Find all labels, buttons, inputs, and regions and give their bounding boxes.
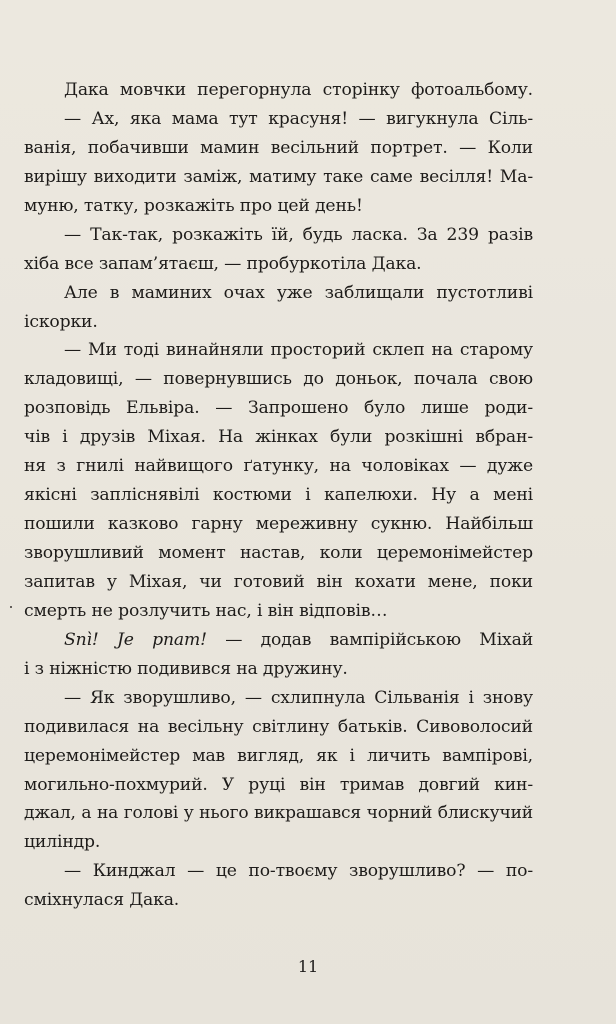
text-line: Дака мовчки перегорнула сторінку фотоальбому. (64, 80, 533, 100)
text-line-italic-dialogue (62, 626, 533, 655)
text-line: Але в маминих очах уже заблищали пустотливі (64, 282, 533, 303)
text-line: іскорки. (24, 311, 98, 332)
text-line: запитав у Міхая, чи готовий він кохати мене, поки (24, 571, 533, 592)
text-line: ванія, побачивши мамин весільний портрет. — Коли (24, 137, 533, 158)
text-line: чів і друзів Міхая. На жінках були розкішні вбран- (24, 427, 533, 448)
text-line: джал, а на голові у нього викрашався чорний блискучий (24, 803, 533, 824)
print-speck (10, 606, 12, 608)
text-line: циліндр. (24, 832, 101, 853)
text-line: — Ми тоді винайняли просторий склеп на старому (64, 340, 533, 361)
text-line: кладовищі, — повернувшись до доньок, почала свою (24, 369, 533, 390)
page-number: 11 (297, 957, 319, 976)
italic-phrase: Snì! Je pnam! (64, 629, 207, 650)
text-line: церемонімейстер мав вигляд, як і личить вампірові, (24, 745, 533, 766)
text-line: хіба все запам’ятаєш, — пробуркотіла Дака. (24, 253, 422, 274)
body-text (24, 76, 533, 915)
text-line: — Як зворушливо, — схлипнула Сільванія і знову (64, 687, 533, 708)
text-line: — Ах, яка мама тут красуня! — вигукнула Сіль- (64, 108, 533, 129)
text-line: розповідь Ельвіра. — Запрошено було лише роди- (24, 398, 533, 419)
text-line: і з ніжністю подивився на дружину. (24, 658, 348, 679)
text-line: зворушливий момент настав, коли церемонімейстер (24, 543, 533, 563)
text-line: — Кинджал — це по-твоєму зворушливо? — по- (64, 861, 533, 882)
text-line: — Так-так, розкажіть їй, будь ласка. За 239 разів (64, 224, 533, 245)
text-line: муню, татку, розкажіть про цей день! (24, 195, 363, 216)
text-line: могильно-похмурий. У руці він тримав довгий кин- (24, 774, 533, 795)
text-line: пошили казково гарну мереживну сукню. Найбільш (24, 514, 533, 535)
text-line: подивилася на весільну світлину батьків. Сивоволосий (24, 716, 533, 737)
text-line: смерть не розлучить нас, і він відповів… (24, 600, 388, 621)
text-line: сміхнулася Дака. (24, 890, 180, 911)
text-line: вирішу виходити заміж, матиму таке саме весілля! Ма- (24, 166, 533, 187)
text-line: якісні запліснявілі костюми і капелюхи. Ну а мені (24, 485, 533, 506)
text-line: ня з гнилі найвищого ґатунку, на чоловіках — дуже (24, 456, 533, 477)
dialogue-tail: — додав вампірійською Міхай (206, 629, 533, 650)
